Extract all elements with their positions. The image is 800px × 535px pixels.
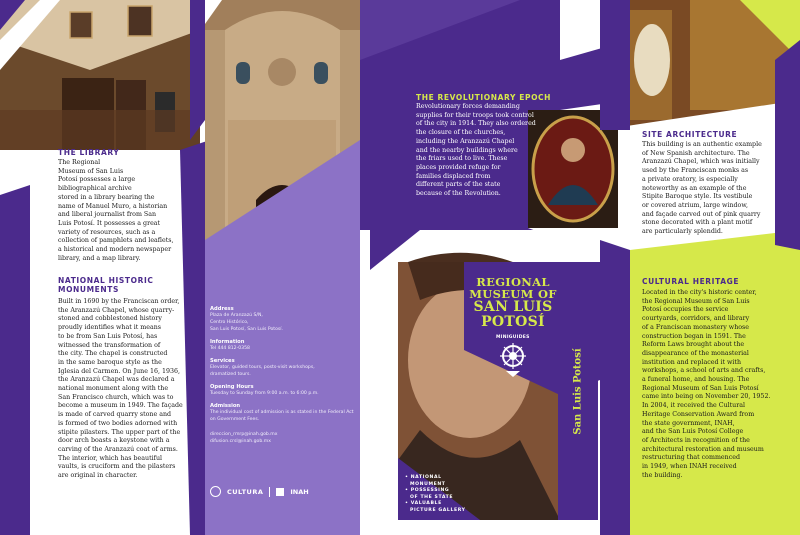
logos-row — [210, 486, 309, 497]
spine-label: San Luis Potosí — [572, 347, 584, 435]
cultura-logo-text: CULTURA — [227, 487, 264, 496]
library-title: THE LIBRARY — [58, 148, 120, 157]
info-block — [210, 300, 355, 445]
cover-title-line: POTOSÍ — [481, 314, 545, 330]
cultura-logo-icon — [210, 486, 221, 497]
altar-statue — [634, 24, 670, 96]
bullet-item: PICTURE GALLERY — [410, 507, 466, 513]
facade-window-left — [236, 62, 250, 84]
cover-spine — [560, 262, 596, 520]
admission-label: Admission — [210, 403, 241, 409]
bullet-item: OF THE STATE — [410, 494, 454, 500]
bullet-item: MONUMENT — [410, 481, 446, 487]
logo-divider — [269, 487, 270, 497]
inah-logo-text: INAH — [290, 487, 309, 496]
revolution-text: Revolutionary forces demanding supplies for their troops took control of the city in 1914. They also ordered the closure of the churches, including the Aranzazú Chapel and the nearby buildings where the friars used to live. These places provided refuge for families displaced from different parts of the state because of the Revolution. — [416, 103, 536, 198]
inah-logo-icon — [276, 488, 284, 496]
site-right-strip — [775, 40, 800, 250]
services-line: Elevator, guided tours, posts-visit workshops, — [210, 365, 315, 370]
monuments-text: Built in 1690 by the Franciscan order, the Aranzazú Chapel, whose quarry- stoned and cobblestoned history proudly identifies what it means to be from San Luis Potosí, has witnessed the transformation of the city. The chapel is constructed in the same baroque style as the Iglesia del Carmen. On June 16, 1936, the Aranzazú Chapel was declared a national monument along with the San Francisco church, which was to become a museum in 1949. The façade is made of carved quarry stone and is formed of two bodies adorned with stipite pilasters. The upper part of the door arch boasts a keystone with a carving of the Aranzazú coat of arms. The interior, which has beautiful vaults, is cruciform and the pilasters are original in character. — [58, 298, 183, 480]
address-line: Plaza de Aranzazú S/N, — [210, 313, 263, 318]
left-panel-top-strip — [190, 0, 205, 140]
portrait-frame-2 — [128, 6, 152, 36]
admission-line: The individual cost of admission is as stated in the Federal Act — [210, 410, 354, 415]
facade-window-right — [314, 62, 328, 84]
bullet-item: • NATIONAL — [405, 475, 442, 480]
email-link[interactable]: difusion.crsl@inah.gob.mx — [210, 439, 271, 444]
library-text: The Regional Museum of San Luis Potosí possesses a large bibliographical archive stored in a library bearing the name of Manuel Muro, a historian and liberal journalist from San Luis Potosí. It possesses a great variety of resources, such as a collection of pamphlets and leaflets, a historical and modern newspaper library, and a map library. — [58, 159, 174, 262]
heritage-left-strip — [600, 240, 630, 535]
cover-bullets — [405, 475, 466, 514]
right-panel-left-strip — [600, 0, 630, 130]
admission-line: on Government Fees. — [210, 417, 260, 422]
cover-title-line: SAN LUIS — [473, 299, 553, 315]
address-line: Centro Histórico, — [210, 320, 249, 325]
painting-face — [561, 138, 585, 162]
bullet-item: • POSSESSING — [405, 488, 450, 493]
portrait-frame-1 — [70, 12, 92, 38]
monuments-title: NATIONAL HISTORIC MONUMENTS — [58, 276, 154, 294]
heritage-text: Located in the city's historic center, the Regional Museum of San Luis Potosí occupies the service courtyards, corridors, and library of a Franciscan monastery whose construction began in 1591. The Reform Laws brought about the disappearance of the monasterial institution and replaced it with workshops, a school of arts and crafts, a funeral home, and housing. The Regional Museum of San Luis Potosí came into being on November 20, 1952. In 2004, it received the Cultural Heritage Conservation Award from the state government, INAH, and the San Luis Potosí College of Architects in recognition of the architectural restoration and museum restructuring that commenced in 1949, when INAH received the building. — [642, 289, 771, 479]
hours-label: Opening Hours — [210, 384, 254, 390]
bullet-item: • VALUABLE — [405, 501, 442, 506]
facade-medallion — [268, 58, 296, 86]
museum-emblem-icon — [500, 343, 526, 377]
address-line: San Luis Potosí, San Luis Potosí. — [210, 327, 284, 332]
hours-line: Tuesday to Sunday from 9:00 a.m. to 6:00 p.m. — [210, 391, 319, 396]
services-label: Services — [210, 358, 235, 364]
library-floor — [0, 110, 200, 150]
series-label: MINIGUIDES — [496, 335, 530, 340]
phone-number: Tel 444 812-0358 — [210, 346, 250, 351]
address-label: Address — [210, 306, 234, 312]
revolution-title: THE REVOLUTIONARY EPOCH — [416, 93, 552, 102]
site-text: This building is an authentic example of New Spanish architecture. The Aranzazú Chapel, which was initially used by the Franciscan monks as a private oratory, is especially noteworthy as an example of the Stipite Baroque style. Its vestibule or covered atrium, large window, and façade carved out of pink quarry stone decorated with a plant motif are particularly splendid. — [642, 141, 762, 236]
services-line: dramatized tours. — [210, 372, 251, 377]
cover-title-line: REGIONAL — [476, 275, 550, 289]
site-title: SITE ARCHITECTURE — [642, 130, 738, 139]
cover-title — [468, 276, 558, 330]
information-label: Information — [210, 339, 245, 345]
heritage-title: CULTURAL HERITAGE — [642, 277, 740, 286]
painting-oval — [533, 117, 613, 221]
left-purple-strip — [0, 185, 30, 535]
email-link[interactable]: direccion_rmrp@inah.gob.mx — [210, 432, 278, 437]
cover-title-line: MUSEUM OF — [469, 287, 557, 301]
